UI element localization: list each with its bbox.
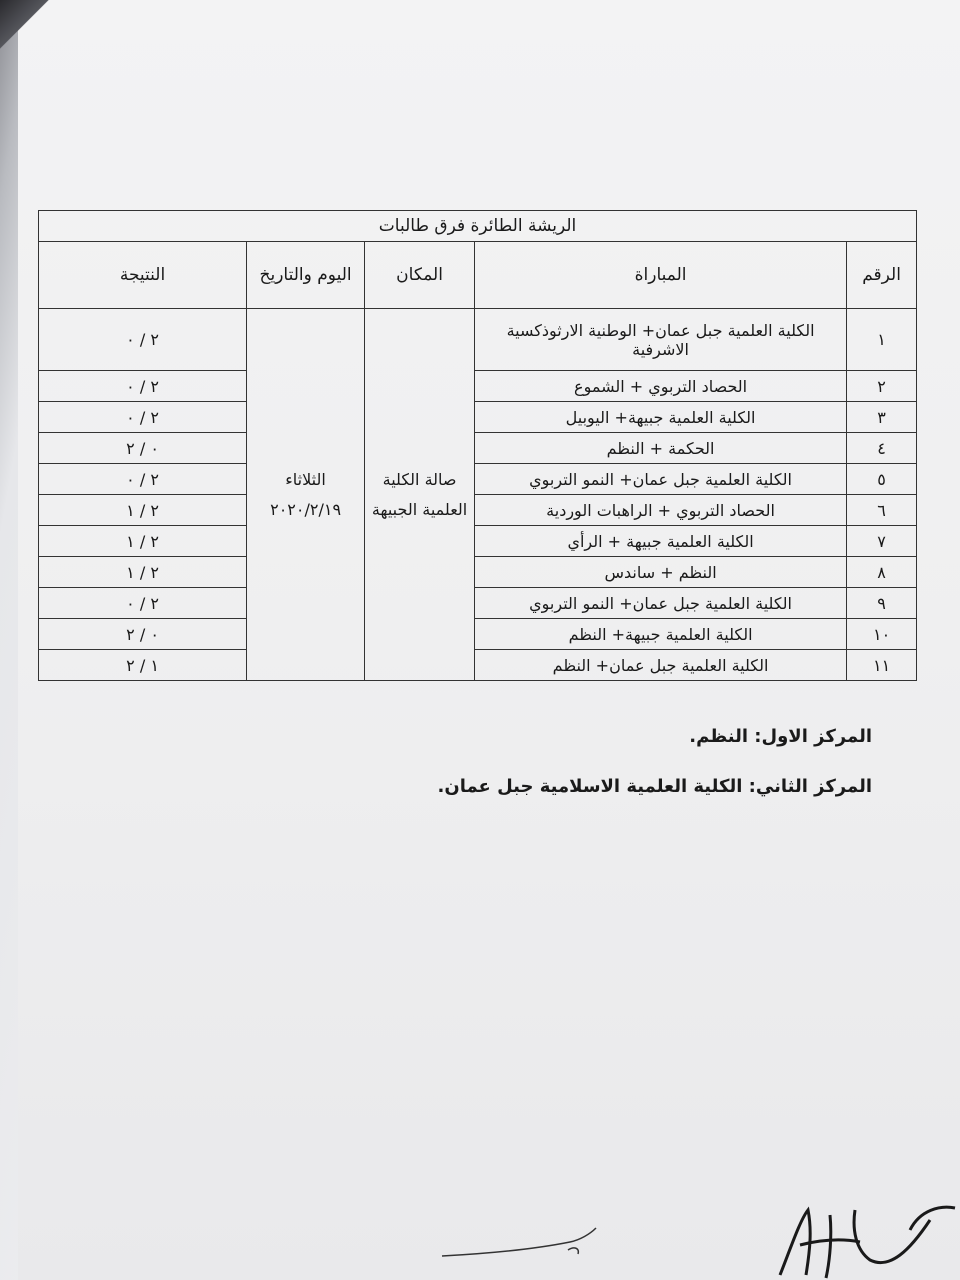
row-match: الحصاد التربوي + الشموع [475,371,847,402]
row-number: ١٠ [847,619,917,650]
row-match: الكلية العلمية جبيهة + الرأي [475,526,847,557]
row-number: ٨ [847,557,917,588]
pen-stroke-mark [440,1220,600,1260]
table-row [39,526,917,557]
day-label: الثلاثاء [285,469,326,489]
header-number: الرقم [847,242,917,309]
row-number: ١ [847,309,917,371]
row-number: ٤ [847,433,917,464]
row-result: ٢ / ١ [39,495,247,526]
table-row [39,588,917,619]
row-match: الكلية العلمية جبيهة+ اليوبيل [475,402,847,433]
row-match: الكلية العلمية جبل عمان+ النمو التربوي [475,464,847,495]
table-row [39,464,917,495]
row-number: ١١ [847,650,917,681]
second-place-line: المركز الثاني: الكلية العلمية الاسلامية جبل عمان. [437,776,872,797]
table-row [39,495,917,526]
header-match: المباراة [475,242,847,309]
day-date-cell [247,309,365,681]
row-match: الكلية العلمية جبيهة+ النظم [475,619,847,650]
row-match: النظم + ساندس [475,557,847,588]
row-result: ٠ / ٢ [39,619,247,650]
first-place-line: المركز الاول: النظم. [689,726,872,747]
row-match: الكلية العلمية جبل عمان+ النمو التربوي [475,588,847,619]
row-result: ٠ / ٢ [39,433,247,464]
date-label: ٢٠٢٠/٢/١٩ [270,499,342,519]
signature-image [760,1190,960,1280]
row-match: الكلية العلمية جبل عمان+ النظم [475,650,847,681]
row-number: ٦ [847,495,917,526]
table-title: الريشة الطائرة فرق طالبات [39,211,917,242]
place-cell: صالة الكلية العلمية الجبيهة [365,309,475,681]
row-result: ٢ / ١ [39,526,247,557]
table-row [39,619,917,650]
header-day-date: اليوم والتاريخ [247,242,365,309]
results-table [38,210,917,681]
table-row [39,371,917,402]
row-result: ٢ / ٠ [39,464,247,495]
row-result: ٢ / ١ [39,557,247,588]
table-row [39,433,917,464]
row-number: ٢ [847,371,917,402]
table-row [39,650,917,681]
row-number: ٩ [847,588,917,619]
row-result: ٢ / ٠ [39,309,247,371]
row-match: الحصاد التربوي + الراهبات الوردية [475,495,847,526]
header-result: النتيجة [39,242,247,309]
row-number: ٧ [847,526,917,557]
header-place: المكان [365,242,475,309]
table-row [39,557,917,588]
table-row [39,309,917,371]
row-match: الكلية العلمية جبل عمان+ الوطنية الارثوذكسية الاشرفية [475,309,847,371]
row-result: ٢ / ٠ [39,402,247,433]
row-match: الحكمة + النظم [475,433,847,464]
row-result: ٢ / ٠ [39,588,247,619]
row-number: ٥ [847,464,917,495]
row-result: ١ / ٢ [39,650,247,681]
page-fold-shadow [0,0,60,60]
row-result: ٢ / ٠ [39,371,247,402]
row-number: ٣ [847,402,917,433]
table-row [39,402,917,433]
